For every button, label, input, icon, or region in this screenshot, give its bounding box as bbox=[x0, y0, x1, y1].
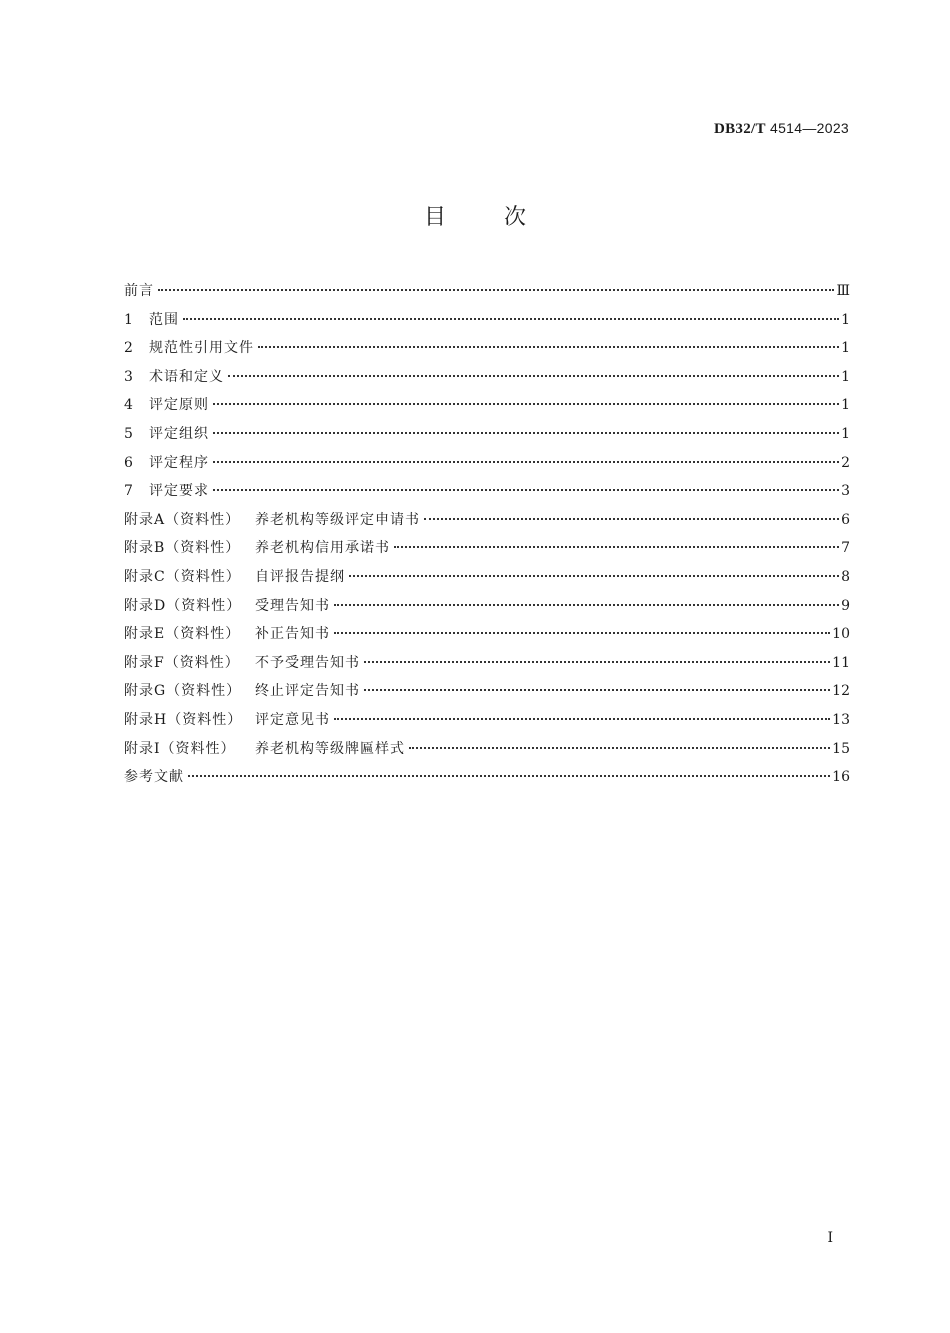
toc-entry-label bbox=[124, 537, 390, 557]
toc-entry-label bbox=[124, 309, 179, 329]
toc-entry-page: 12 bbox=[832, 683, 850, 700]
toc-entry-label bbox=[124, 709, 330, 729]
toc-leader-dots bbox=[213, 489, 839, 491]
toc-leader-dots bbox=[424, 518, 839, 520]
toc-entry-page: 10 bbox=[832, 626, 850, 643]
toc-entry-label bbox=[124, 595, 330, 615]
toc-entry-label bbox=[124, 366, 224, 386]
toc-entry-title: 参考文献 bbox=[124, 769, 184, 786]
toc-leader-dots bbox=[334, 604, 839, 606]
toc-leader-dots bbox=[364, 661, 830, 663]
standard-code-number: 4514—2023 bbox=[770, 120, 849, 136]
toc-entry-label bbox=[124, 423, 209, 443]
toc-entry[interactable] bbox=[124, 280, 850, 309]
toc-entry[interactable] bbox=[124, 595, 850, 624]
toc-entry[interactable] bbox=[124, 337, 850, 366]
toc-entry[interactable] bbox=[124, 480, 850, 509]
toc-leader-dots bbox=[183, 318, 839, 320]
toc-entry-annex-prefix: 附录C（资料性） bbox=[124, 568, 241, 585]
toc-entry-number: 1 bbox=[124, 311, 134, 328]
toc-entry-page: 9 bbox=[841, 597, 850, 614]
toc-entry-label bbox=[124, 738, 405, 758]
toc-entry-title: 术语和定义 bbox=[149, 368, 224, 385]
toc-entry-title: 养老机构等级牌匾样式 bbox=[255, 740, 405, 757]
toc-entry-label bbox=[124, 652, 360, 672]
toc-leader-dots bbox=[213, 461, 839, 463]
toc-entry-title: 评定原则 bbox=[149, 397, 209, 414]
toc-entry-number: 6 bbox=[124, 454, 134, 471]
toc-entry[interactable] bbox=[124, 309, 850, 338]
toc-entry-title: 自评报告提纲 bbox=[255, 568, 345, 585]
toc-entry-title: 规范性引用文件 bbox=[149, 340, 254, 357]
toc-entry-annex-prefix: 附录A（资料性） bbox=[124, 511, 241, 528]
toc-entry-page: 8 bbox=[841, 568, 850, 585]
toc-entry[interactable] bbox=[124, 738, 850, 767]
toc-entry-page: Ⅲ bbox=[836, 283, 850, 299]
toc-leader-dots bbox=[409, 747, 830, 749]
toc-entry-label bbox=[124, 680, 360, 700]
toc-entry-title: 受理告知书 bbox=[255, 597, 330, 614]
toc-entry-page: 1 bbox=[841, 311, 850, 328]
toc-entry-page: 15 bbox=[832, 740, 850, 757]
toc-entry-annex-prefix: 附录D（资料性） bbox=[124, 597, 242, 614]
toc-entry-annex-prefix: 附录E（资料性） bbox=[124, 626, 241, 643]
toc-entry-number: 7 bbox=[124, 483, 134, 500]
toc-entry-annex-prefix: 附录B（资料性） bbox=[124, 540, 241, 557]
table-of-contents bbox=[124, 280, 850, 795]
toc-entry-title: 评定组织 bbox=[149, 425, 209, 442]
toc-entry[interactable] bbox=[124, 394, 850, 423]
toc-entry-label bbox=[124, 480, 209, 500]
toc-entry[interactable] bbox=[124, 566, 850, 595]
toc-entry-title: 评定意见书 bbox=[255, 711, 330, 728]
toc-entry-number: 3 bbox=[124, 368, 134, 385]
toc-entry-label bbox=[124, 394, 209, 414]
toc-entry-number: 4 bbox=[124, 397, 134, 414]
toc-leader-dots bbox=[349, 575, 839, 577]
toc-entry-title: 范围 bbox=[149, 311, 179, 328]
standard-code-prefix: DB32/T bbox=[713, 121, 766, 137]
toc-entry-number: 5 bbox=[124, 425, 134, 442]
toc-leader-dots bbox=[258, 346, 839, 348]
toc-entry-label bbox=[124, 280, 154, 300]
toc-entry-label bbox=[124, 623, 330, 643]
toc-leader-dots bbox=[334, 632, 830, 634]
toc-entry-label bbox=[124, 452, 209, 472]
toc-entry[interactable] bbox=[124, 366, 850, 395]
toc-title: 目次 bbox=[423, 205, 584, 230]
toc-entry-page: 3 bbox=[841, 483, 850, 500]
toc-leader-dots bbox=[213, 432, 839, 434]
toc-entry-page: 1 bbox=[841, 340, 850, 357]
toc-leader-dots bbox=[334, 718, 830, 720]
toc-entry[interactable] bbox=[124, 623, 850, 652]
toc-entry-title: 评定要求 bbox=[149, 483, 209, 500]
toc-leader-dots bbox=[213, 403, 839, 405]
toc-entry-title: 养老机构信用承诺书 bbox=[255, 540, 390, 557]
toc-entry[interactable] bbox=[124, 537, 850, 566]
toc-entry[interactable] bbox=[124, 766, 850, 795]
toc-entry-number: 2 bbox=[124, 340, 134, 357]
toc-entry-annex-prefix: 附录G（资料性） bbox=[124, 683, 242, 700]
toc-entry-page: 1 bbox=[841, 425, 850, 442]
toc-entry-title: 前言 bbox=[124, 283, 154, 299]
toc-entry[interactable] bbox=[124, 423, 850, 452]
footer-page-number: I bbox=[827, 1230, 833, 1246]
toc-entry-page: 7 bbox=[841, 540, 850, 557]
toc-entry-page: 11 bbox=[832, 654, 850, 671]
toc-leader-dots bbox=[364, 689, 830, 691]
toc-entry-page: 1 bbox=[841, 397, 850, 414]
toc-entry-title: 评定程序 bbox=[149, 454, 209, 471]
toc-entry-page: 6 bbox=[841, 511, 850, 528]
standard-code bbox=[714, 120, 849, 138]
toc-entry-label bbox=[124, 509, 420, 529]
toc-entry-title: 终止评定告知书 bbox=[255, 683, 360, 700]
toc-entry[interactable] bbox=[124, 509, 850, 538]
toc-entry-label bbox=[124, 337, 254, 357]
toc-entry-annex-prefix: 附录F（资料性） bbox=[124, 654, 240, 671]
toc-entry-title: 不予受理告知书 bbox=[255, 654, 360, 671]
toc-entry[interactable] bbox=[124, 652, 850, 681]
toc-leader-dots bbox=[228, 375, 839, 377]
toc-leader-dots bbox=[188, 775, 830, 777]
toc-entry-label bbox=[124, 766, 184, 786]
toc-entry[interactable] bbox=[124, 709, 850, 738]
toc-entry[interactable] bbox=[124, 452, 850, 481]
toc-entry[interactable] bbox=[124, 680, 850, 709]
toc-leader-dots bbox=[394, 546, 839, 548]
toc-entry-page: 2 bbox=[841, 454, 850, 471]
toc-entry-page: 13 bbox=[832, 711, 850, 728]
toc-entry-annex-prefix: 附录H（资料性） bbox=[124, 711, 243, 728]
toc-entry-title: 补正告知书 bbox=[255, 626, 330, 643]
toc-entry-annex-prefix: 附录I（资料性） bbox=[124, 740, 236, 757]
toc-entry-label bbox=[124, 566, 345, 586]
toc-entry-page: 16 bbox=[832, 769, 850, 786]
toc-entry-page: 1 bbox=[841, 368, 850, 385]
toc-leader-dots bbox=[158, 289, 834, 291]
toc-entry-title: 养老机构等级评定申请书 bbox=[255, 511, 420, 528]
